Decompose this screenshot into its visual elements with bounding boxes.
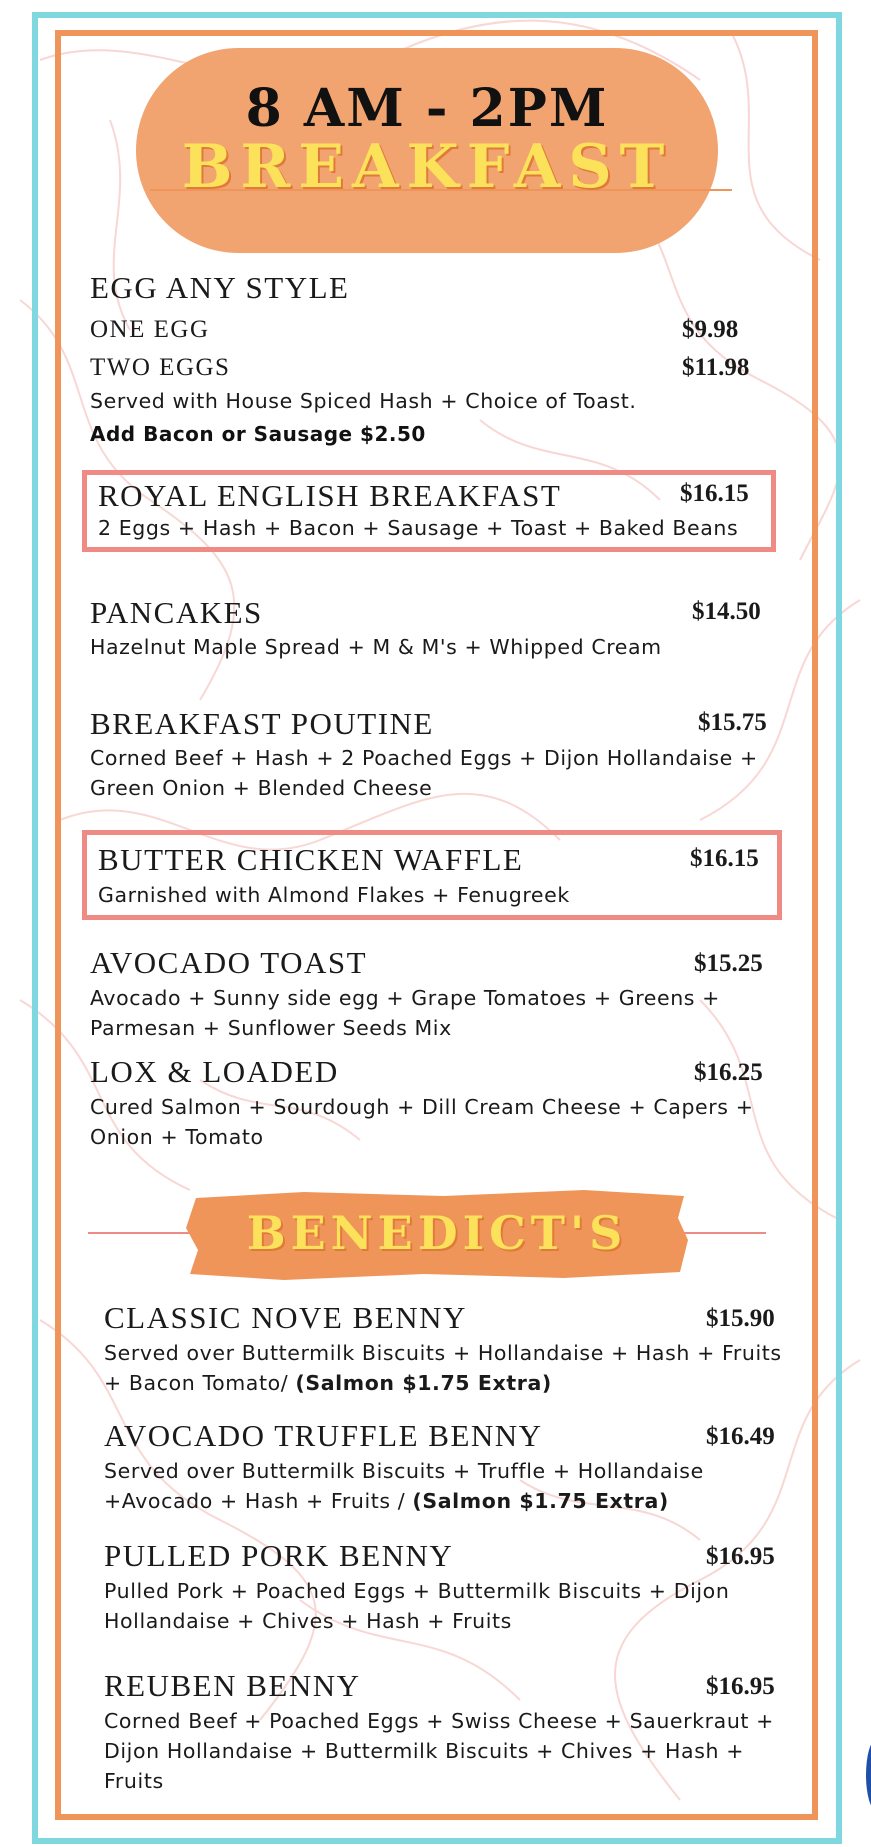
desc-avocado-toast-line2: Parmesan + Sunflower Seeds Mix (90, 1016, 452, 1040)
benedicts-title: BENEDICT'S (246, 1206, 628, 1260)
desc-royal-english-breakfast: 2 Eggs + Hash + Bacon + Sausage + Toast + Baked Beans (98, 516, 739, 540)
desc-reuben-benny-line3: Fruits (104, 1769, 164, 1793)
desc-lox-and-loaded-line1: Cured Salmon + Sourdough + Dill Cream Cheese + Capers + (90, 1095, 754, 1119)
egg-addon: Add Bacon or Sausage $2.50 (90, 422, 426, 446)
price-avocado-truffle-benny: $16.49 (706, 1423, 775, 1450)
desc-reuben-benny-line2: Dijon Hollandaise + Buttermilk Biscuits + Chives + Hash + (104, 1739, 744, 1763)
benedicts-rule-right (680, 1232, 766, 1234)
price-pancakes: $14.50 (692, 598, 761, 625)
desc-classic-nove-benny-line2: + Bacon Tomato/ (Salmon $1.75 Extra) (104, 1371, 552, 1395)
desc-reuben-benny-line1: Corned Beef + Poached Eggs + Swiss Cheese + Sauerkraut + (104, 1709, 774, 1733)
item-name-egg-any-style: EGG ANY STYLE (90, 270, 350, 305)
item-name-avocado-toast: AVOCADO TOAST (90, 945, 368, 980)
item-name-royal-english-breakfast: ROYAL ENGLISH BREAKFAST (98, 478, 562, 513)
desc-breakfast-poutine-line2: Green Onion + Blended Cheese (90, 776, 433, 800)
item-name-butter-chicken-waffle: BUTTER CHICKEN WAFFLE (98, 842, 524, 877)
price-royal-english-breakfast: $16.15 (680, 480, 749, 507)
desc-classic-nove-benny-line1: Served over Buttermilk Biscuits + Hollandaise + Hash + Fruits (104, 1341, 782, 1365)
price-lox-and-loaded: $16.25 (694, 1059, 763, 1086)
desc-butter-chicken-waffle: Garnished with Almond Flakes + Fenugreek (98, 883, 570, 907)
price-two-eggs: $11.98 (682, 354, 750, 381)
desc-avocado-truffle-benny-line2: +Avocado + Hash + Fruits / (Salmon $1.75 Extra) (104, 1489, 669, 1513)
price-reuben-benny: $16.95 (706, 1673, 775, 1700)
price-avocado-toast: $15.25 (694, 950, 763, 977)
egg-description: Served with House Spiced Hash + Choice of Toast. (90, 389, 637, 413)
desc-pancakes: Hazelnut Maple Spread + M & M's + Whipped Cream (90, 635, 662, 659)
item-name-reuben-benny: REUBEN BENNY (104, 1668, 361, 1703)
opening-hours: 8 AM - 2PM (245, 78, 609, 139)
item-name-breakfast-poutine: BREAKFAST POUTINE (90, 706, 434, 741)
price-butter-chicken-waffle: $16.15 (690, 845, 759, 872)
option-two-eggs: TWO EGGS (90, 354, 231, 381)
desc-breakfast-poutine-line1: Corned Beef + Hash + 2 Poached Eggs + Dijon Hollandaise + (90, 746, 758, 770)
desc-pulled-pork-benny-line1: Pulled Pork + Poached Eggs + Buttermilk Biscuits + Dijon (104, 1579, 730, 1603)
item-name-lox-and-loaded: LOX & LOADED (90, 1054, 339, 1089)
price-pulled-pork-benny: $16.95 (706, 1543, 775, 1570)
item-name-pulled-pork-benny: PULLED PORK BENNY (104, 1538, 454, 1573)
desc-lox-and-loaded-line2: Onion + Tomato (90, 1125, 264, 1149)
desc-avocado-truffle-benny-line1: Served over Buttermilk Biscuits + Truffle + Hollandaise (104, 1459, 704, 1483)
breakfast-title: BREAKFAST (181, 132, 673, 202)
item-name-classic-nove-benny: CLASSIC NOVE BENNY (104, 1300, 467, 1335)
item-name-pancakes: PANCAKES (90, 595, 263, 630)
price-classic-nove-benny: $15.90 (706, 1305, 775, 1332)
option-one-egg: ONE EGG (90, 316, 210, 343)
desc-pulled-pork-benny-line2: Hollandaise + Chives + Hash + Fruits (104, 1609, 512, 1633)
price-breakfast-poutine: $15.75 (698, 709, 767, 736)
item-name-avocado-truffle-benny: AVOCADO TRUFFLE BENNY (104, 1418, 543, 1453)
price-one-egg: $9.98 (682, 316, 739, 343)
desc-avocado-toast-line1: Avocado + Sunny side egg + Grape Tomatoes + Greens + (90, 986, 720, 1010)
